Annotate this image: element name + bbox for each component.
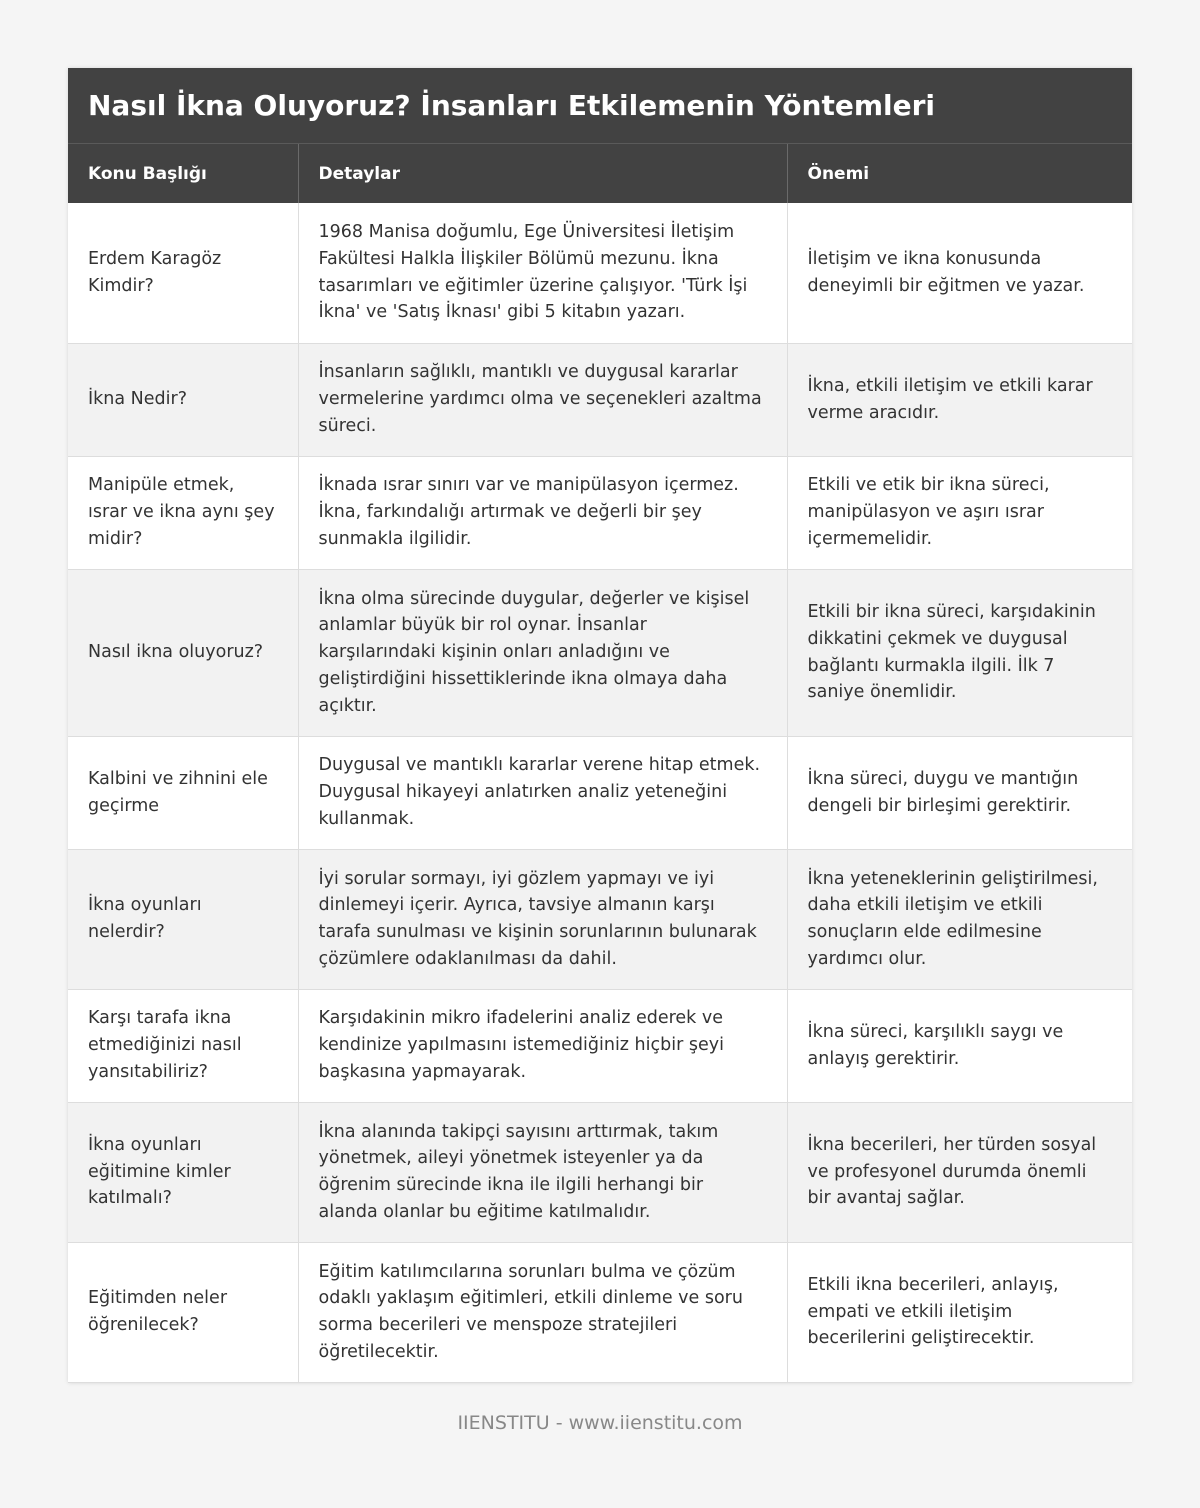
table-row xyxy=(68,849,1132,989)
cell-topic: İkna Nedir? xyxy=(68,343,298,456)
cell-details: 1968 Manisa doğumlu, Ege Üniversitesi İletişim Fakültesi Halkla İlişkiler Bölümü mezunu. İkna tasarımları ve eğitimler üzerine çalışıyor. 'Türk İşi İkna' ve 'Satış İknası' gibi 5 kitabın yazarı. xyxy=(298,203,787,343)
cell-topic: Erdem Karagöz Kimdir? xyxy=(68,203,298,343)
cell-importance: İkna süreci, karşılıklı saygı ve anlayış gerektirir. xyxy=(787,989,1132,1102)
footer-credit: IIENSTITU - www.iienstitu.com xyxy=(457,1412,743,1434)
table-card xyxy=(68,68,1132,1383)
cell-topic: Eğitimden neler öğrenilecek? xyxy=(68,1242,298,1382)
page-title: Nasıl İkna Oluyoruz? İnsanları Etkilemenin Yöntemleri xyxy=(68,68,1132,144)
cell-importance: İkna yeteneklerinin geliştirilmesi, daha etkili iletişim ve etkili sonuçların elde edilmesine yardımcı olur. xyxy=(787,849,1132,989)
column-header-importance: Önemi xyxy=(787,144,1132,203)
cell-details: Karşıdakinin mikro ifadelerini analiz ederek ve kendinize yapılmasını istemediğiniz hiçbir şeyi başkasına yapmayarak. xyxy=(298,989,787,1102)
cell-importance: İletişim ve ikna konusunda deneyimli bir eğitmen ve yazar. xyxy=(787,203,1132,343)
cell-details: İyi sorular sormayı, iyi gözlem yapmayı ve iyi dinlemeyi içerir. Ayrıca, tavsiye almanın karşı tarafa sunulması ve kişinin sorunlarının bulunarak çözümlere odaklanılması da dahil. xyxy=(298,849,787,989)
column-header-details: Detaylar xyxy=(298,144,787,203)
cell-details: İknada ısrar sınırı var ve manipülasyon içermez. İkna, farkındalığı artırmak ve değerli bir şey sunmakla ilgilidir. xyxy=(298,456,787,569)
info-table xyxy=(68,144,1132,1383)
table-row xyxy=(68,456,1132,569)
cell-importance: İkna süreci, duygu ve mantığın dengeli bir birleşimi gerektirir. xyxy=(787,736,1132,849)
cell-importance: Etkili ikna becerileri, anlayış, empati ve etkili iletişim becerilerini geliştirecektir. xyxy=(787,1242,1132,1382)
table-row xyxy=(68,736,1132,849)
cell-details: İkna olma sürecinde duygular, değerler ve kişisel anlamlar büyük bir rol oynar. İnsanlar karşılarındaki kişinin onları anladığını ve geliştirdiğini hissettiklerinde ikna olmaya daha açıktır. xyxy=(298,569,787,736)
header-row xyxy=(68,144,1132,203)
cell-topic: Karşı tarafa ikna etmediğinizi nasıl yansıtabiliriz? xyxy=(68,989,298,1102)
cell-topic: Nasıl ikna oluyoruz? xyxy=(68,569,298,736)
cell-importance: Etkili ve etik bir ikna süreci, manipülasyon ve aşırı ısrar içermemelidir. xyxy=(787,456,1132,569)
cell-topic: Manipüle etmek, ısrar ve ikna aynı şey midir? xyxy=(68,456,298,569)
cell-topic: İkna oyunları eğitimine kimler katılmalı? xyxy=(68,1102,298,1242)
table-row xyxy=(68,203,1132,343)
cell-topic: Kalbini ve zihnini ele geçirme xyxy=(68,736,298,849)
table-row xyxy=(68,343,1132,456)
cell-details: İnsanların sağlıklı, mantıklı ve duygusal kararlar vermelerine yardımcı olma ve seçenekleri azaltma süreci. xyxy=(298,343,787,456)
cell-importance: İkna, etkili iletişim ve etkili karar verme aracıdır. xyxy=(787,343,1132,456)
cell-details: Eğitim katılımcılarına sorunları bulma ve çözüm odaklı yaklaşım eğitimleri, etkili dinleme ve soru sorma becerileri ve menspoze stratejileri öğretilecektir. xyxy=(298,1242,787,1382)
cell-details: Duygusal ve mantıklı kararlar verene hitap etmek. Duygusal hikayeyi anlatırken analiz yeteneğini kullanmak. xyxy=(298,736,787,849)
table-row xyxy=(68,1242,1132,1382)
cell-topic: İkna oyunları nelerdir? xyxy=(68,849,298,989)
cell-importance: İkna becerileri, her türden sosyal ve profesyonel durumda önemli bir avantaj sağlar. xyxy=(787,1102,1132,1242)
table-row xyxy=(68,1102,1132,1242)
cell-importance: Etkili bir ikna süreci, karşıdakinin dikkatini çekmek ve duygusal bağlantı kurmakla ilgili. İlk 7 saniye önemlidir. xyxy=(787,569,1132,736)
table-row xyxy=(68,989,1132,1102)
column-header-topic: Konu Başlığı xyxy=(68,144,298,203)
table-row xyxy=(68,569,1132,736)
cell-details: İkna alanında takipçi sayısını arttırmak, takım yönetmek, aileyi yönetmek isteyenler ya da öğrenim sürecinde ikna ile ilgili herhangi bir alanda olanlar bu eğitime katılmalıdır. xyxy=(298,1102,787,1242)
